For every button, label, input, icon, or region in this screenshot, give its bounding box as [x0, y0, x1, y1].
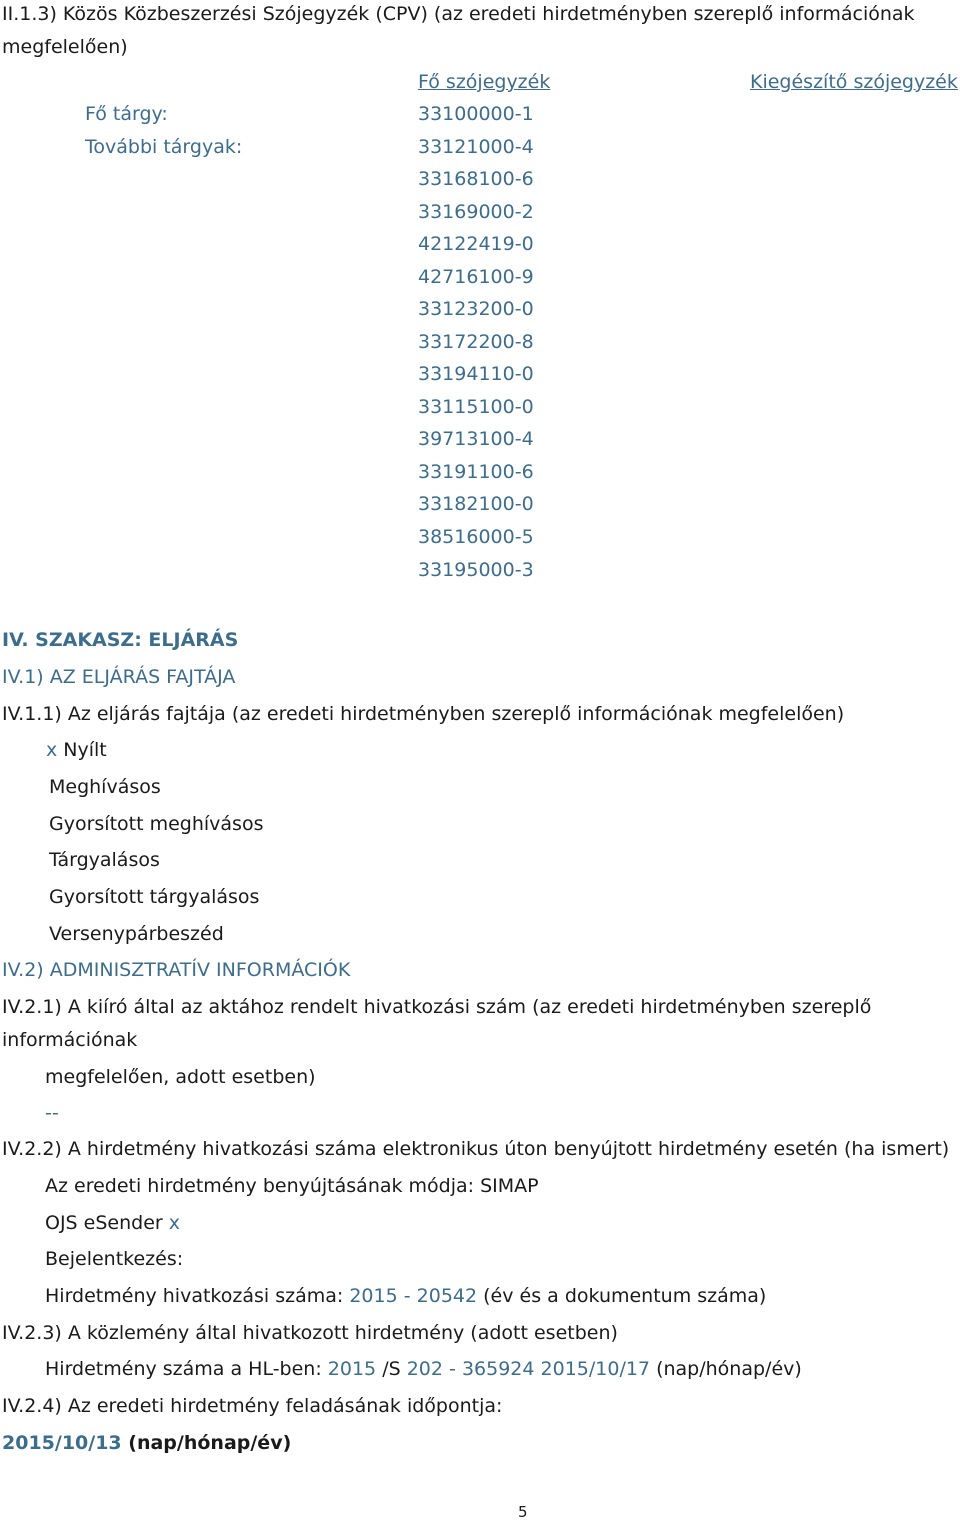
additional-code: 42716100-9	[418, 266, 534, 288]
ref-sep: -	[403, 1285, 411, 1307]
col-supplementary-vocabulary: Kiegészítő szójegyzék	[750, 71, 958, 93]
additional-code: 33195000-3	[418, 559, 534, 581]
dispatch-suffix: (nap/hónap/év)	[128, 1432, 292, 1454]
procedure-type: Tárgyalásos	[49, 849, 160, 871]
reference-number-row	[45, 1284, 766, 1308]
additional-code: 33191100-6	[418, 461, 534, 483]
iv24-title: IV.2.4) Az eredeti hirdetmény feladásának időpontja:	[2, 1395, 503, 1417]
oj-notice-number-row	[45, 1357, 802, 1381]
additional-code: 42122419-0	[418, 233, 534, 255]
hl-num2: 365924	[461, 1358, 535, 1380]
procedure-type: Versenypárbeszéd	[49, 923, 224, 945]
hl-year: 2015	[327, 1358, 377, 1380]
additional-code: 33121000-4	[418, 136, 534, 158]
additional-code: 33194110-0	[418, 363, 534, 385]
hl-num1: 202	[406, 1358, 443, 1380]
hl-sep: -	[449, 1358, 456, 1380]
iv1-title: IV.1) AZ ELJÁRÁS FAJTÁJA	[2, 666, 236, 688]
additional-subjects-label: További tárgyak:	[85, 136, 243, 158]
selected-mark: x	[168, 1212, 180, 1234]
col-main-vocabulary: Fő szójegyzék	[418, 71, 551, 93]
cpv-heading-line1: II.1.3) Közös Közbeszerzési Szójegyzék (CPV) (az eredeti hirdetményben szereplő információnak	[2, 3, 915, 25]
iv21-line3: megfelelően, adott esetben)	[45, 1066, 316, 1088]
additional-code: 33182100-0	[418, 493, 534, 515]
iv22-title: IV.2.2) A hirdetmény hivatkozási száma elektronikus úton benyújtott hirdetmény esetén (ha ismert)	[2, 1138, 950, 1160]
hl-date: 2015/10/17	[540, 1358, 651, 1380]
cpv-heading-line2: megfelelően)	[2, 36, 128, 58]
hl-suffix: (nap/hónap/év)	[656, 1358, 802, 1380]
section-iv-title: IV. SZAKASZ: ELJÁRÁS	[2, 629, 239, 651]
procedure-type: Gyorsított tárgyalásos	[49, 886, 260, 908]
iv21-line1: IV.2.1) A kiíró által az aktához rendelt hivatkozási szám (az eredeti hirdetményben szereplő	[2, 996, 872, 1018]
selected-mark: x	[46, 739, 58, 761]
procedure-open	[46, 738, 107, 762]
additional-code: 33115100-0	[418, 396, 534, 418]
additional-code: 33172200-8	[418, 331, 534, 353]
hl-s: /S	[382, 1358, 401, 1380]
page-number: 5	[518, 1503, 528, 1521]
ojs-label: OJS eSender	[45, 1212, 163, 1234]
ref-year: 2015	[349, 1285, 398, 1307]
procedure-type: Meghívásos	[49, 776, 161, 798]
additional-code: 33123200-0	[418, 298, 534, 320]
iv2-title: IV.2) ADMINISZTRATÍV INFORMÁCIÓK	[2, 959, 351, 981]
iv23-title: IV.2.3) A közlemény által hivatkozott hirdetmény (adott esetben)	[2, 1322, 618, 1344]
additional-code: 38516000-5	[418, 526, 534, 548]
additional-code: 33168100-6	[418, 168, 534, 190]
additional-code: 39713100-4	[418, 428, 534, 450]
iv21-value: --	[45, 1102, 59, 1124]
procedure-type: Gyorsított meghívásos	[49, 813, 264, 835]
ref-number: 20542	[416, 1285, 478, 1307]
procedure-label: Nyílt	[63, 739, 107, 761]
submission-method: Az eredeti hirdetmény benyújtásának módja: SIMAP	[45, 1175, 539, 1197]
ref-suffix: (év és a dokumentum száma)	[483, 1285, 767, 1307]
ojs-esender-row	[45, 1211, 180, 1235]
dispatch-date-row	[2, 1431, 291, 1455]
login-label: Bejelentkezés:	[45, 1248, 184, 1270]
additional-code: 33169000-2	[418, 201, 534, 223]
ref-label: Hirdetmény hivatkozási száma:	[45, 1285, 344, 1307]
iv21-line2: információnak	[2, 1029, 138, 1051]
iv11-title: IV.1.1) Az eljárás fajtája (az eredeti hirdetményben szereplő információnak megfelelően)	[2, 703, 845, 725]
dispatch-date: 2015/10/13	[2, 1432, 122, 1454]
hl-label: Hirdetmény száma a HL-ben:	[45, 1358, 322, 1380]
main-subject-label: Fő tárgy:	[85, 103, 168, 125]
main-subject-code: 33100000-1	[418, 103, 534, 125]
